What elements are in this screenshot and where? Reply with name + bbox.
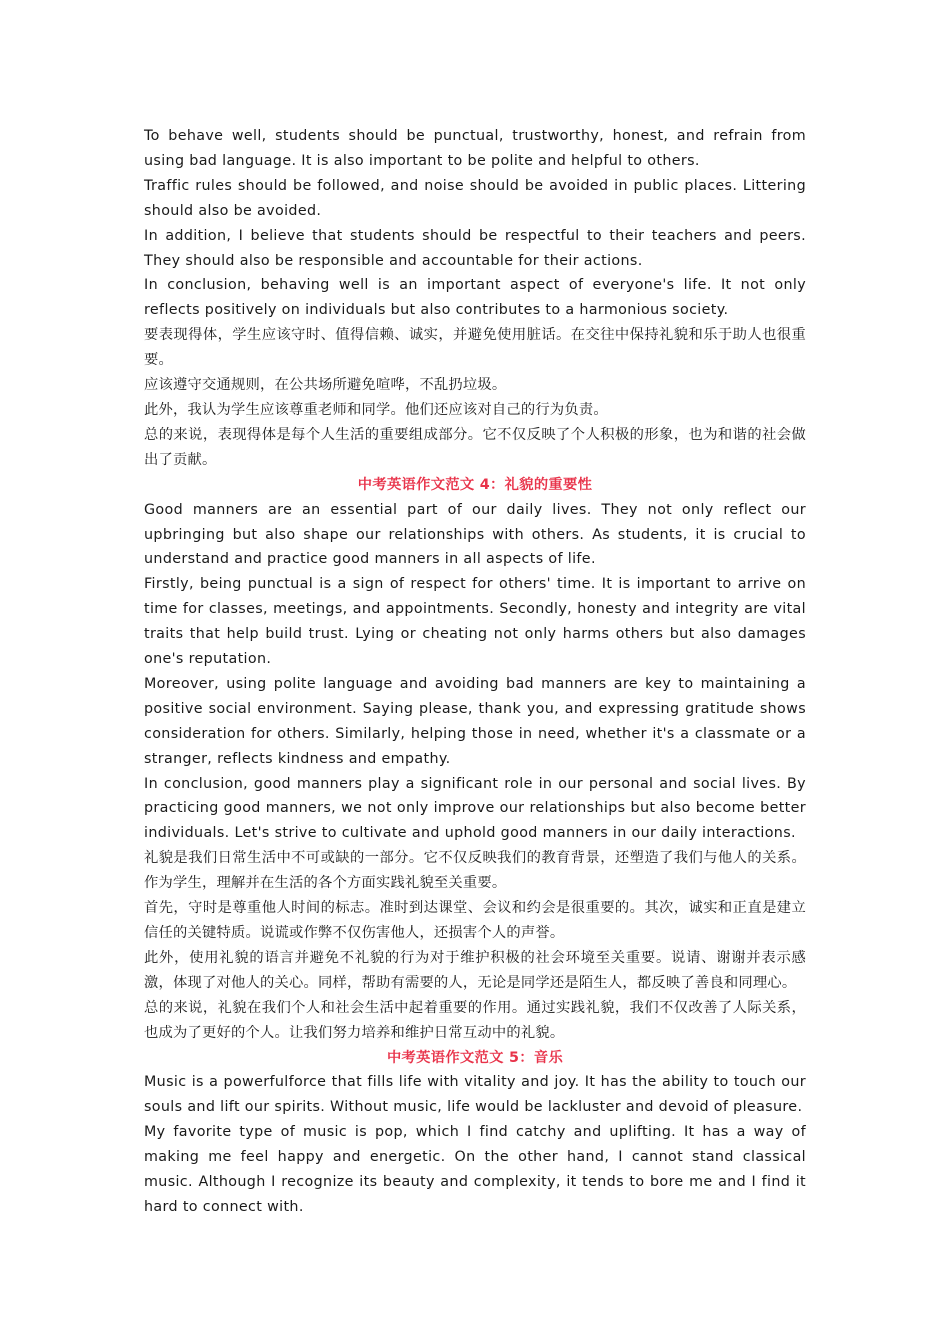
paragraph-chinese: 应该遵守交通规则，在公共场所避免喧哗，不乱扔垃圾。: [144, 377, 507, 394]
paragraph: In conclusion, good manners play a significant role in our personal and social lives. By practicing good manners, we not only improve our relationships but also become better individuals. Let's strive to cultivate and uphold good manners in our daily interactions.: [144, 775, 806, 842]
document-body: [144, 124, 806, 1220]
paragraph: Traffic rules should be followed, and noise should be avoided in public places. Littering should also be avoided.: [144, 177, 806, 219]
paragraph-chinese: 此外，使用礼貌的语言并避免不礼貌的行为对于维护积极的社会环境至关重要。说请、谢谢并表示感激，体现了对他人的关心。同样，帮助有需要的人，无论是同学还是陌生人，都反映了善良和同理心。: [144, 949, 806, 991]
paragraph: My favorite type of music is pop, which I find catchy and uplifting. It has a way of making me feel happy and energetic. On the other hand, I cannot stand classical music. Although I recognize its beauty and complexity, it tends to bore me and I find it hard to connect with.: [144, 1124, 806, 1215]
essay-heading: 中考英语作文范文 5：音乐: [386, 1049, 564, 1066]
paragraph: In addition, I believe that students should be respectful to their teachers and peers. They should also be responsible and accountable for their actions.: [144, 227, 806, 269]
paragraph: To behave well, students should be punctual, trustworthy, honest, and refrain from using bad language. It is also important to be polite and helpful to others.: [144, 128, 806, 169]
essay-heading: 中考英语作文范文 4：礼貌的重要性: [357, 476, 593, 493]
paragraph: Music is a powerfulforce that fills life with vitality and joy. It has the ability to touch our souls and lift our spirits. Without music, life would be lackluster and devoid of pleasure.: [144, 1074, 806, 1116]
paragraph-chinese: 礼貌是我们日常生活中不可或缺的一部分。它不仅反映我们的教育背景，还塑造了我们与他人的关系。作为学生，理解并在生活的各个方面实践礼貌至关重要。: [144, 850, 806, 892]
paragraph: Firstly, being punctual is a sign of respect for others' time. It is important to arrive on time for classes, meetings, and appointments. Secondly, honesty and integrity are vital traits that help build trust. Lying or cheating not only harms others but also damages one's reputation.: [144, 576, 806, 668]
paragraph-chinese: 要表现得体，学生应该守时、值得信赖、诚实，并避免使用脏话。在交往中保持礼貌和乐于助人也很重要。: [144, 327, 806, 369]
paragraph-chinese: 总的来说，表现得体是每个人生活的重要组成部分。它不仅反映了个人积极的形象，也为和谐的社会做出了贡献。: [144, 426, 806, 468]
paragraph-chinese: 首先，守时是尊重他人时间的标志。准时到达课堂、会议和约会是很重要的。其次，诚实和正直是建立信任的关键特质。说谎或作弊不仅伤害他人，还损害个人的声誉。: [144, 900, 806, 941]
paragraph: Moreover, using polite language and avoiding bad manners are key to maintaining a positive social environment. Saying please, thank you, and expressing gratitude shows consideration for others. Similarly, helping those in need, whether it's a classmate or a stranger, reflects kindness and empathy.: [144, 675, 806, 767]
paragraph: Good manners are an essential part of our daily lives. They not only reflect our upbringing but also shape our relationships with others. As students, it is crucial to understand and practice good manners in all aspects of life.: [144, 501, 806, 568]
paragraph-chinese: 总的来说，礼貌在我们个人和社会生活中起着重要的作用。通过实践礼貌，我们不仅改善了人际关系，也成为了更好的个人。让我们努力培养和维护日常互动中的礼貌。: [144, 999, 806, 1041]
paragraph-chinese: 此外，我认为学生应该尊重老师和同学。他们还应该对自己的行为负责。: [144, 401, 608, 418]
paragraph: In conclusion, behaving well is an important aspect of everyone's life. It not only reflects positively on individuals but also contributes to a harmonious society.: [144, 277, 806, 319]
